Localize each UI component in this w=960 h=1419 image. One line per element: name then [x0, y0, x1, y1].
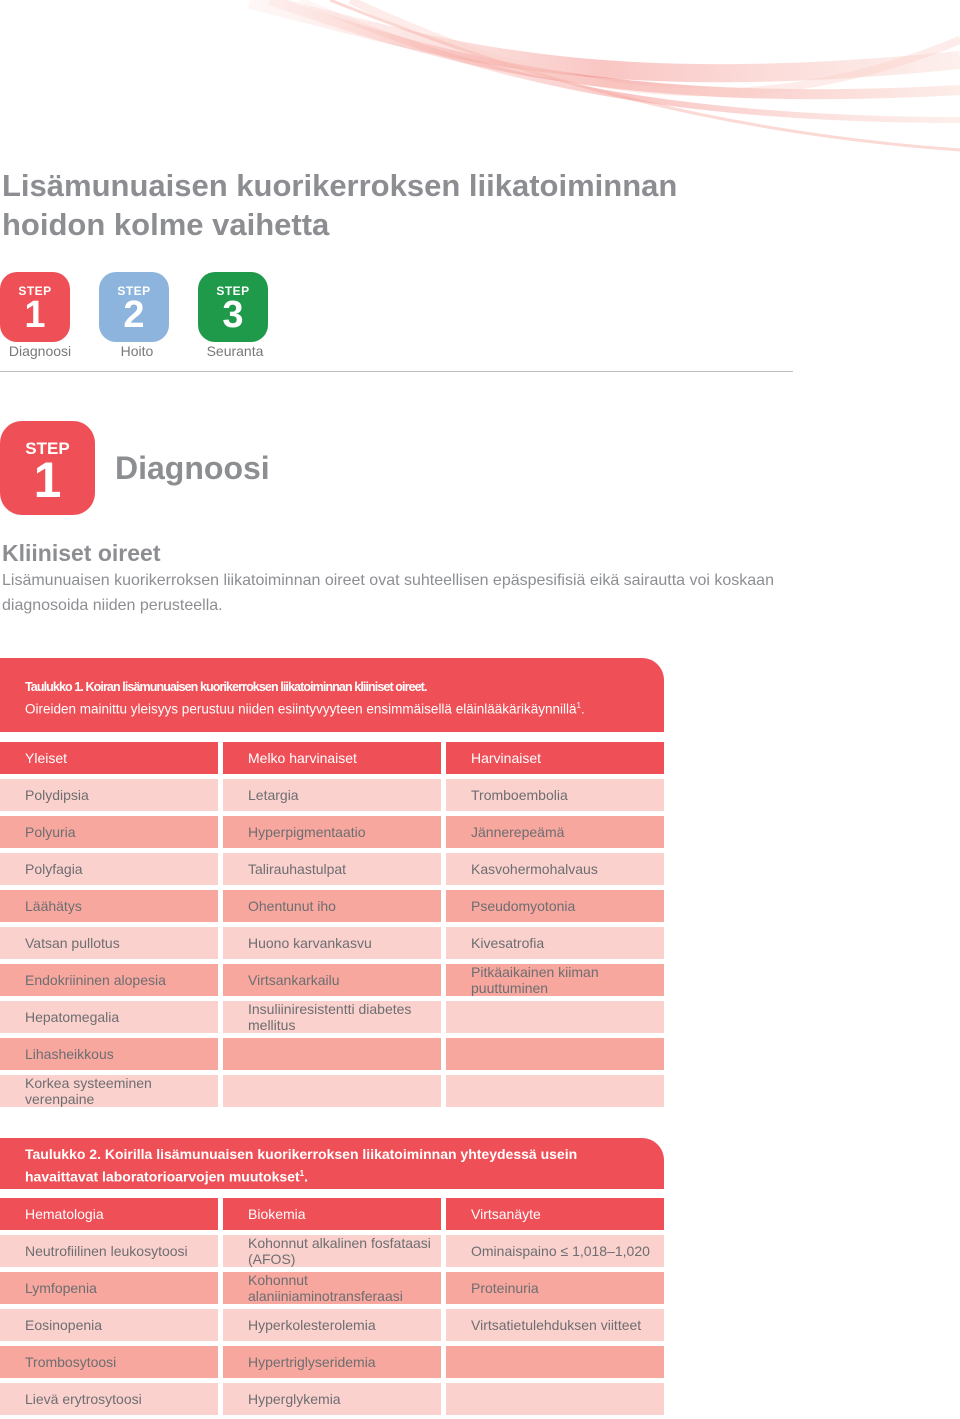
table-cell [446, 1075, 664, 1107]
column-header: Harvinaiset [446, 742, 664, 774]
table-cell: Ominaispaino ≤ 1,018–1,020 [446, 1235, 664, 1267]
table1-subcaption: Oireiden mainittu yleisyys perustuu niiden esiintyvyyteen ensimmäisellä eläinlääkärikäynnillä$^1$. [25, 701, 585, 717]
step-3-label: Seuranta [206, 343, 264, 359]
column-header: Biokemia [223, 1198, 441, 1230]
table-cell: Hyperkolesterolemia [223, 1309, 441, 1341]
table-cell: Trombosytoosi [0, 1346, 218, 1378]
step-number: 1 [33, 452, 62, 508]
table-cell: Hypertriglyseridemia [223, 1346, 441, 1378]
table-cell: Polyuria [0, 816, 218, 848]
step-number: 2 [123, 294, 145, 336]
step-number: 3 [222, 294, 244, 336]
table-cell: Lymfopenia [0, 1272, 218, 1304]
table-cell [223, 1075, 441, 1107]
step-word: STEP [216, 284, 250, 298]
column-header: Yleiset [0, 742, 218, 774]
table-cell [446, 1038, 664, 1070]
table-cell: Talirauhastulpat [223, 853, 441, 885]
reference-marker: 1 [299, 1169, 305, 1178]
table-cell: Lievä erytrosytoosi [0, 1383, 218, 1415]
table-cell: Insuliiniresistentti diabetes mellitus [223, 1001, 441, 1033]
table-cell: Jännerepeämä [446, 816, 664, 848]
step-3-badge [198, 272, 268, 342]
step-2-badge [99, 272, 169, 342]
table-cell: Pitkäaikainen kiiman puuttuminen [446, 964, 664, 996]
table-cell: Endokriininen alopesia [0, 964, 218, 996]
table-cell: Letargia [223, 779, 441, 811]
table-cell: Pseudomyotonia [446, 890, 664, 922]
table-cell: Lihasheikkous [0, 1038, 218, 1070]
reference-marker: 1 [576, 701, 581, 710]
table-cell [446, 1383, 664, 1415]
table-cell: Läähätys [0, 890, 218, 922]
table-cell: Vatsan pullotus [0, 927, 218, 959]
table-cell: Kivesatrofia [446, 927, 664, 959]
table-cell: Kohonnut alkalinen fosfataasi (AFOS) [223, 1235, 441, 1267]
table-cell: Korkea systeeminen verenpaine [0, 1075, 218, 1107]
step-1-badge [0, 272, 70, 342]
table1-caption-box [0, 658, 664, 732]
current-step-badge [0, 421, 95, 515]
table-cell: Tromboembolia [446, 779, 664, 811]
table-cell [223, 1038, 441, 1070]
step-word: STEP [18, 284, 52, 298]
table-cell [446, 1001, 664, 1033]
step-2-label: Hoito [120, 343, 154, 359]
table1-caption: Taulukko 1. Koiran lisämunuaisen kuorikerroksen liikatoiminnan kliiniset oireet. [25, 680, 427, 694]
table-cell: Kasvohermohalvaus [446, 853, 664, 885]
column-header: Virtsanäyte [446, 1198, 664, 1230]
step-word: STEP [25, 439, 70, 458]
table-cell: Polydipsia [0, 779, 218, 811]
step-title: Diagnoosi [115, 450, 270, 486]
decorative-swirl [0, 0, 960, 170]
table2-caption-box [0, 1138, 664, 1189]
divider [0, 371, 793, 372]
table-cell [446, 1346, 664, 1378]
column-header: Hematologia [0, 1198, 218, 1230]
table-cell: Huono karvankasvu [223, 927, 441, 959]
table-cell: Hepatomegalia [0, 1001, 218, 1033]
step-word: STEP [117, 284, 151, 298]
table-cell: Virtsatietulehduksen viitteet [446, 1309, 664, 1341]
table-cell: Virtsankarkailu [223, 964, 441, 996]
page-title: Lisämunuaisen kuorikerroksen liikatoiminnan hoidon kolme vaihetta [2, 168, 678, 242]
step-number: 1 [24, 294, 46, 336]
table-cell: Neutrofiilinen leukosytoosi [0, 1235, 218, 1267]
table-cell: Polyfagia [0, 853, 218, 885]
section-title: Kliiniset oireet [2, 540, 161, 566]
section-text: Lisämunuaisen kuorikerroksen liikatoiminnan oireet ovat suhteellisen epäspesifisiä eikä sairautta voi koskaan diagnosoida niiden perusteella. [2, 572, 774, 614]
table-cell: Proteinuria [446, 1272, 664, 1304]
table-cell: Kohonnut alaniiniaminotransferaasi [223, 1272, 441, 1304]
table-cell: Hyperpigmentaatio [223, 816, 441, 848]
table-cell: Ohentunut iho [223, 890, 441, 922]
table-cell: Eosinopenia [0, 1309, 218, 1341]
table-cell: Hyperglykemia [223, 1383, 441, 1415]
column-header: Melko harvinaiset [223, 742, 441, 774]
step-1-label: Diagnoosi [8, 343, 72, 359]
table2-caption: Taulukko 2. Koirilla lisämunuaisen kuorikerroksen liikatoiminnan yhteydessä usein havaittavat laboratorioarvojen muutokset$^1$. [25, 1146, 578, 1185]
